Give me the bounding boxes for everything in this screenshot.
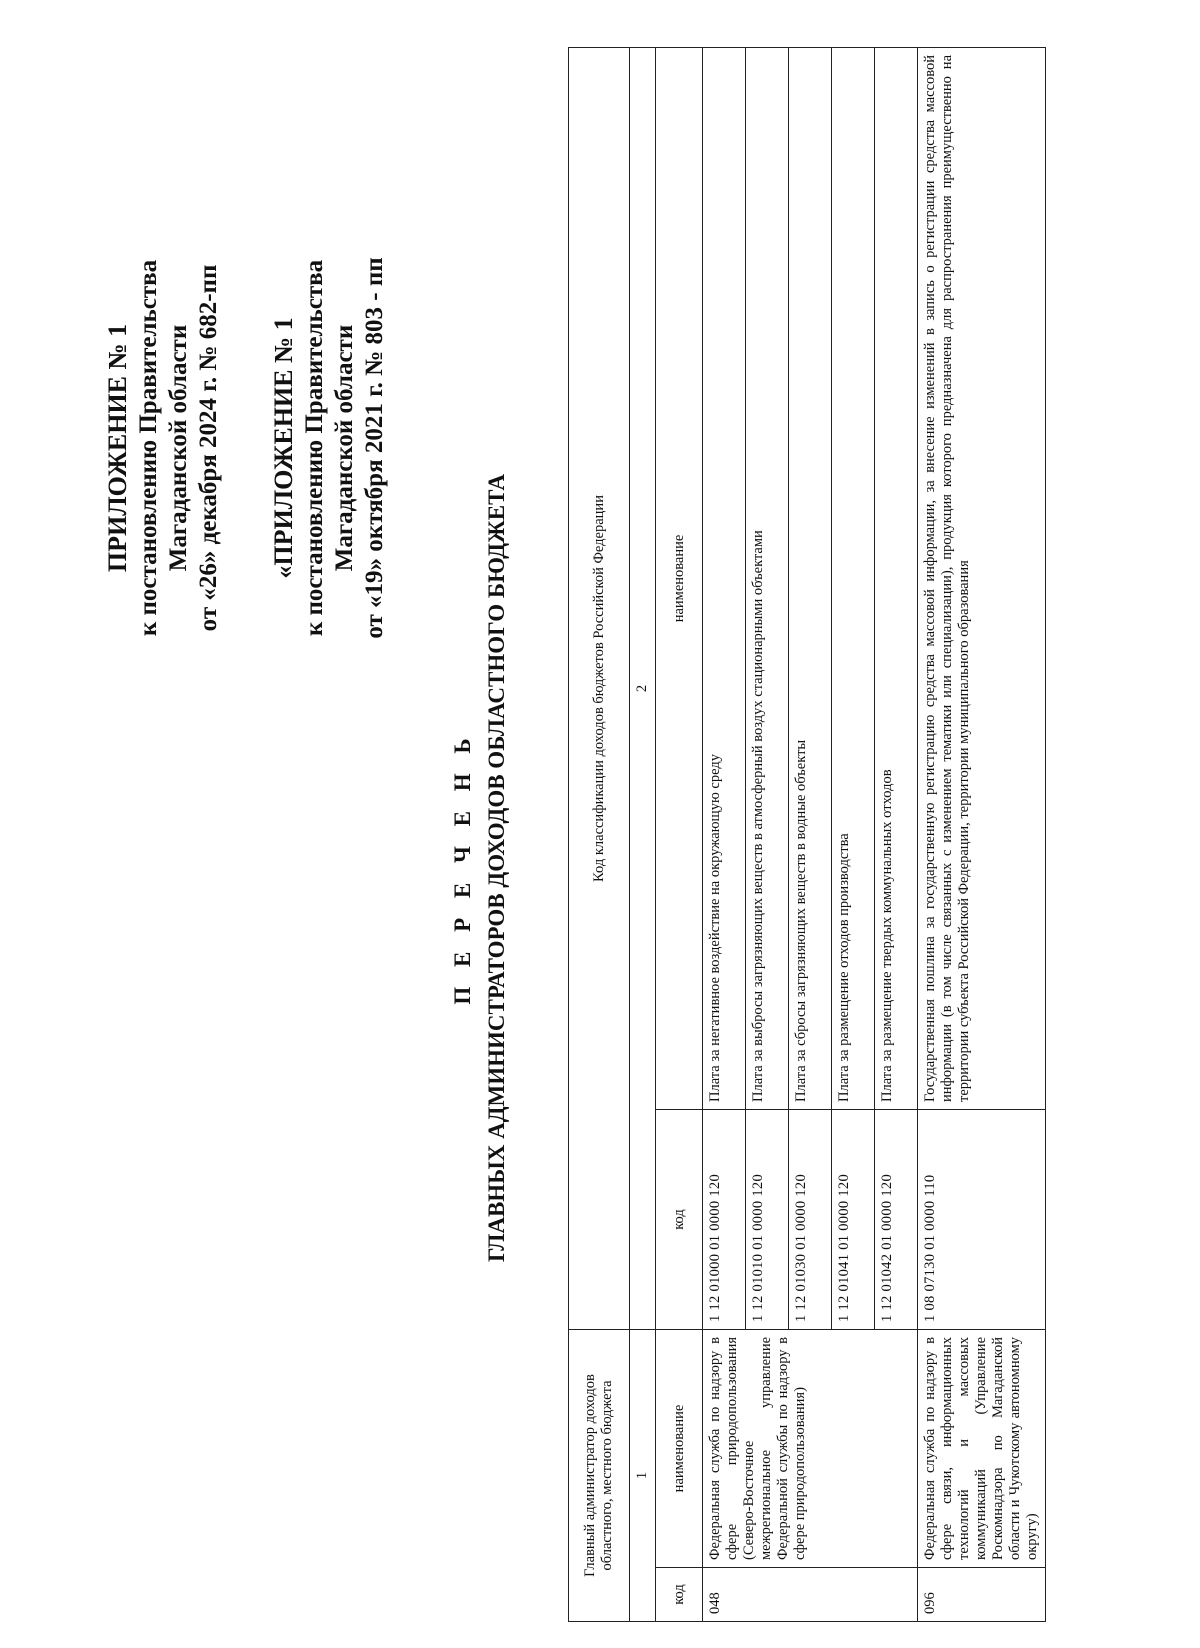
appendix-title: «ПРИЛОЖЕНИЕ № 1 <box>269 317 298 579</box>
subheader-row <box>656 47 703 1621</box>
subheader-code: код <box>656 1568 703 1622</box>
header-admin: Главный администратор доходов областного, местного бюджета <box>569 1329 630 1621</box>
income-name: Плата за выбросы загрязняющих веществ в атмосферный воздух стационарными объектами <box>746 47 789 1109</box>
income-code: 1 12 01041 01 0000 120 <box>832 1109 875 1329</box>
income-name: Плата за размещение отходов производства <box>832 47 875 1109</box>
income-code: 1 12 01010 01 0000 120 <box>746 1109 789 1329</box>
title-perechen: П Е Р Е Ч Е Н Ь <box>450 731 475 1005</box>
revenue-administrators-table <box>568 47 1046 1622</box>
appendix-line: Магаданской области <box>331 324 358 572</box>
income-code: 1 12 01000 01 0000 120 <box>703 1109 746 1329</box>
appendix-line: к постановлению Правительства <box>135 259 162 637</box>
table-header-row <box>569 47 630 1621</box>
admin-name: Федеральная служба по надзору в сфере природопользования (Северо-Восточное межрегиональное управление Федеральной службы по надзору в сфере природопользования) <box>703 1329 918 1567</box>
income-name: Плата за размещение твердых коммунальных отходов <box>875 47 918 1109</box>
subheader-code: код <box>656 1109 703 1329</box>
appendix-header-previous <box>268 168 390 728</box>
appendix-line: Магаданской области <box>165 324 192 572</box>
column-number: 1 <box>630 1329 656 1621</box>
column-number: 2 <box>630 47 656 1329</box>
admin-code: 048 <box>703 1568 918 1622</box>
income-name: Государственная пошлина за государственную регистрацию средства массовой информации, за внесение изменений в запись о регистрации средства массовой информации (в том числе связанных с изменением тематики или специализации), продукция которого предназначена для распространения преимущественно на территории субъекта Российской Федерации, территории муниципального образования <box>918 47 1046 1109</box>
subheader-name: наименование <box>656 1329 703 1567</box>
appendix-date: от «19» октября 2021 г. № 803 - пп <box>361 257 388 639</box>
appendix-title: ПРИЛОЖЕНИЕ № 1 <box>103 323 132 573</box>
income-code: 1 12 01042 01 0000 120 <box>875 1109 918 1329</box>
header-classification: Код классификации доходов бюджетов Российской Федерации <box>569 47 630 1329</box>
income-code: 1 08 07130 01 0000 110 <box>918 1109 1046 1329</box>
column-number-row <box>630 47 656 1621</box>
table-row <box>918 47 1046 1621</box>
income-name: Плата за негативное воздействие на окружающую среду <box>703 47 746 1109</box>
title-main: ГЛАВНЫХ АДМИНИСТРАТОРОВ ДОХОДОВ ОБЛАСТНОГО БЮДЖЕТА <box>484 474 509 1262</box>
document-title <box>448 368 512 1368</box>
admin-name: Федеральная служба по надзору в сфере связи, информационных технологий и массовых коммуникаций (Управление Роскомнадзора по Магаданской области и Чукотскому автономному округу) <box>918 1329 1046 1567</box>
admin-code: 096 <box>918 1568 1046 1622</box>
appendix-date: от «26» декабря 2024 г. № 682-пп <box>195 264 222 632</box>
appendix-line: к постановлению Правительства <box>301 259 328 637</box>
income-name: Плата за сбросы загрязняющих веществ в водные объекты <box>789 47 832 1109</box>
appendix-header-current <box>102 168 224 728</box>
income-code: 1 12 01030 01 0000 120 <box>789 1109 832 1329</box>
subheader-name: наименование <box>656 47 703 1109</box>
table-row <box>703 47 746 1621</box>
